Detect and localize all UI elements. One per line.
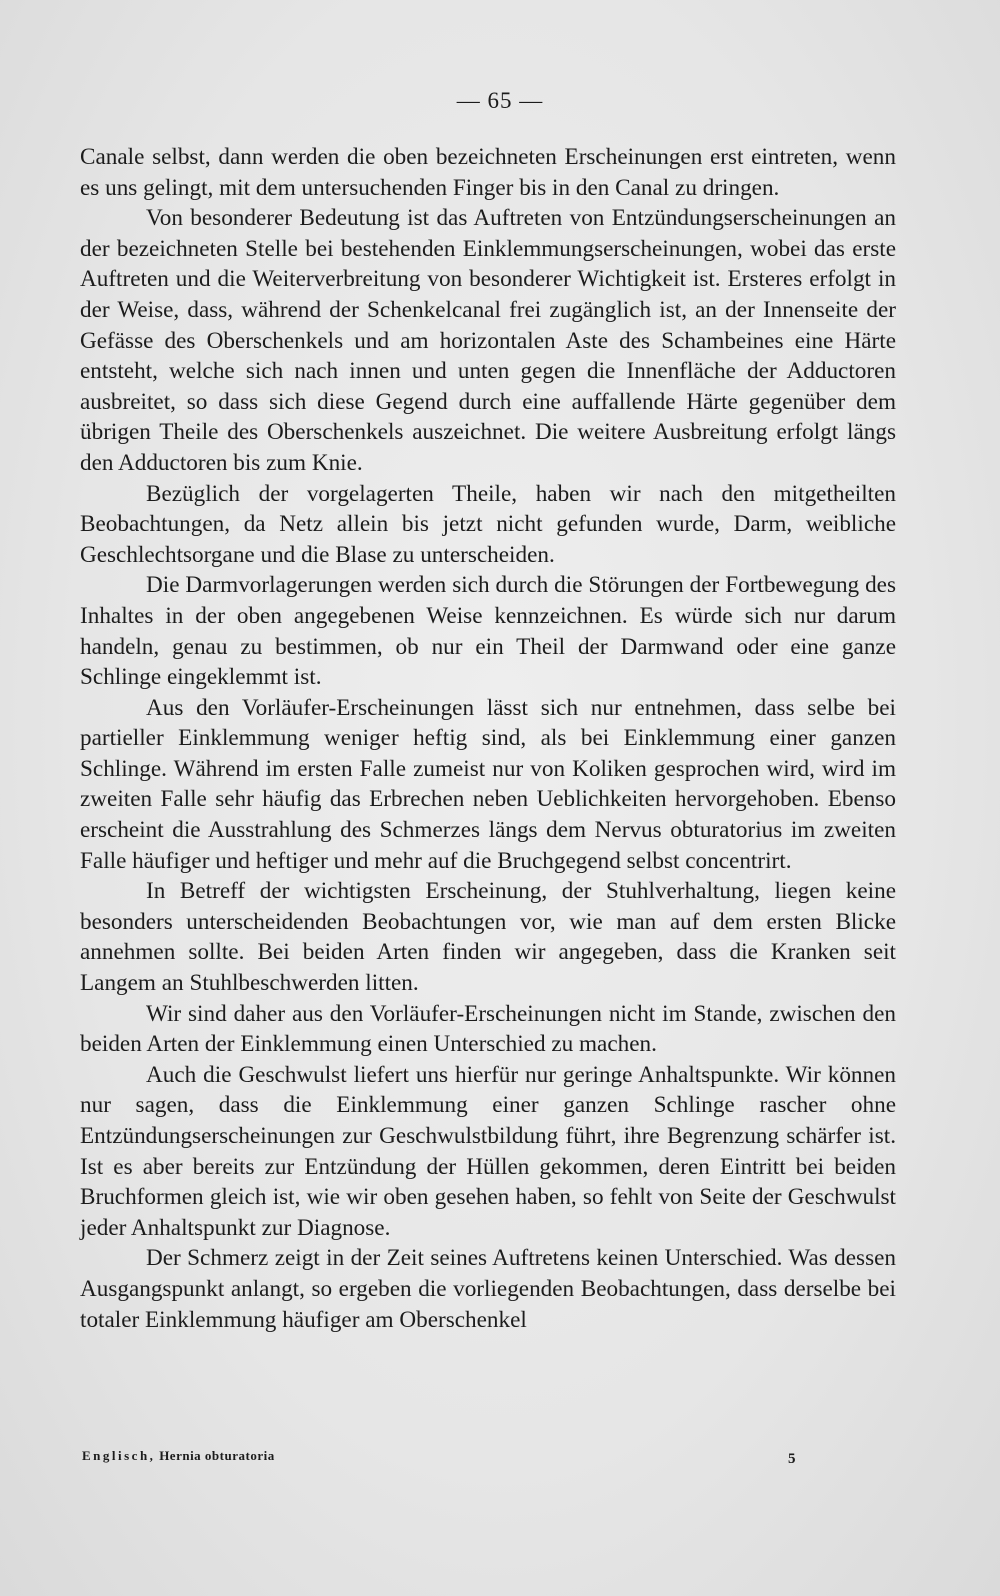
body-text: [80, 142, 896, 1335]
paragraph-4: Die Darmvorlagerungen werden sich durch die Störungen der Fortbewegung des Inhaltes in der oben angegebenen Weise kennzeichnen. Es würde sich nur darum handeln, genau zu bestimmen, ob nur ein Theil der Darmwand oder eine ganze Schlinge eingeklemmt ist.: [80, 572, 896, 691]
footer-signature-line: [82, 1448, 818, 1464]
paragraph-7: Wir sind daher aus den Vorläufer-Erscheinungen nicht im Stande, zwischen den beiden Arten der Einklemmung einen Unterschied zu machen.: [80, 1000, 896, 1058]
paragraph-5: Aus den Vorläufer-Erscheinungen lässt sich nur entnehmen, dass selbe bei partieller Einklemmung weniger heftig sind, als bei Einklemmung einer ganzen Schlinge. Während im ersten Falle zumeist nur von Koliken gesprochen wird, wird im zweiten Falle sehr häufig das Erbrechen neben Ueblichkeiten hervorgehoben. Ebenso erscheint die Ausstrahlung des Schmerzes längs dem Nervus obturatorius im zweiten Falle häufiger und heftiger und mehr auf die Bruchgegend selbst concentrirt.: [80, 694, 896, 874]
paragraph-3: Bezüglich der vorgelagerten Theile, haben wir nach den mitgetheilten Beobachtungen, da Netz allein bis jetzt nicht gefunden wurde, Darm, weibliche Geschlechtsorgane und die Blase zu unterscheiden.: [80, 480, 896, 568]
paragraph-6: In Betreff der wichtigsten Erscheinung, der Stuhlverhaltung, liegen keine besonders unterscheidenden Beobachtungen vor, wie man auf dem ersten Blicke annehmen sollte. Bei beiden Arten finden wir angegeben, dass die Kranken seit Langem an Stuhlbeschwerden litten.: [80, 878, 896, 997]
paragraph-1: Canale selbst, dann werden die oben bezeichneten Erscheinungen erst eintreten, wenn es uns gelingt, mit dem untersuchenden Finger bis in den Canal zu dringen.: [80, 144, 896, 201]
page-number: — 65 —: [456, 88, 544, 113]
footer-title: Hernia obturatoria: [159, 1448, 275, 1463]
footer-sheet-signature: 5: [788, 1451, 796, 1467]
paragraph-9: Der Schmerz zeigt in der Zeit seines Auftretens keinen Unterschied. Was dessen Ausgangspunkt anlangt, so ergeben die vorliegenden Beobachtungen, dass derselbe bei totaler Einklemmung häufiger am Oberschenkel: [80, 1245, 896, 1333]
footer-author: Englisch,: [82, 1448, 156, 1463]
paragraph-2: Von besonderer Bedeutung ist das Auftreten von Entzündungserscheinungen an der bezeichneten Stelle bei bestehenden Einklemmungserscheinungen, wobei das erste Auftreten und die Weiterverbreitung von besonderer Wichtigkeit ist. Ersteres erfolgt in der Weise, dass, während der Schenkelcanal frei zugänglich ist, an der Innenseite der Gefässe des Oberschenkels und am horizontalen Aste des Schambeines eine Härte entsteht, welche sich nach innen und unten gegen die Innenfläche der Adductoren ausbreitet, so dass sich diese Gegend durch eine auffallende Härte gegenüber dem übrigen Theile des Oberschenkels auszeichnet. Die weitere Ausbreitung erfolgt längs den Adductoren bis zum Knie.: [80, 205, 896, 476]
paragraph-8: Auch die Geschwulst liefert uns hierfür nur geringe Anhaltspunkte. Wir können nur sagen, dass die Einklemmung einer ganzen Schlinge rascher ohne Entzündungserscheinungen zur Geschwulstbildung führt, ihre Begrenzung schärfer ist. Ist es aber bereits zur Entzündung der Hüllen gekommen, deren Eintritt bei beiden Bruchformen gleich ist, wie wir oben gesehen haben, so fehlt von Seite der Geschwulst jeder Anhaltspunkt zur Diagnose.: [80, 1061, 896, 1241]
